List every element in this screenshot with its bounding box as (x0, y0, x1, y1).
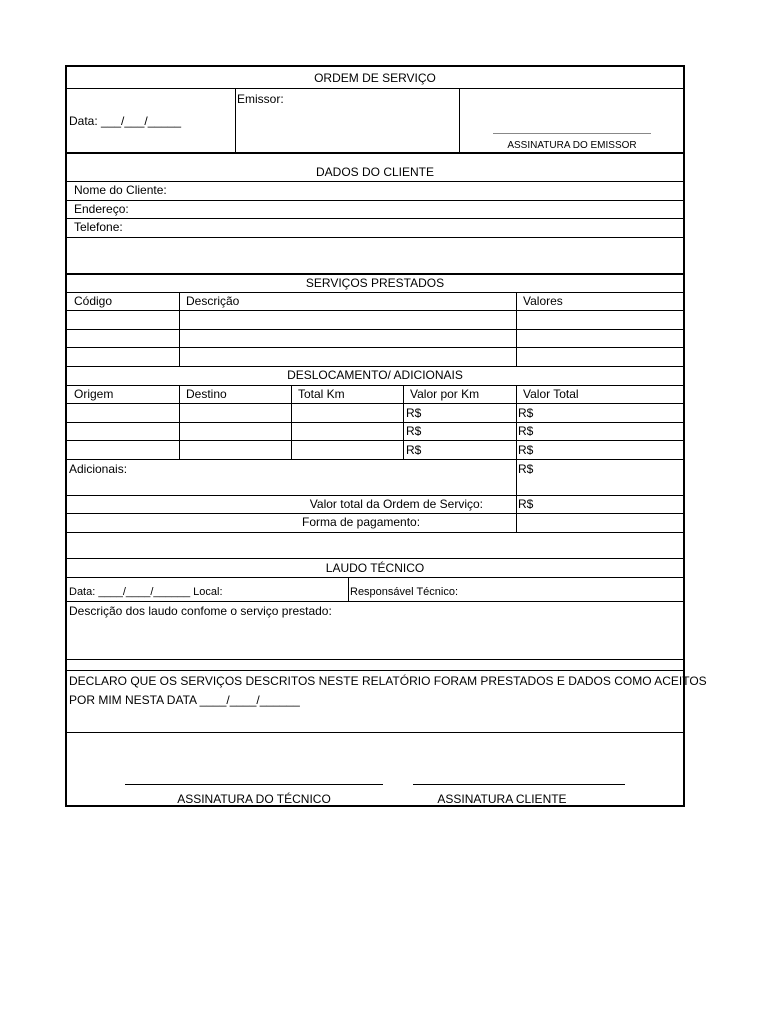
services-column-header: Código (74, 294, 113, 308)
services-section-title: SERVIÇOS PRESTADOS (305, 276, 445, 290)
travel-column-header: Total Km (298, 387, 345, 401)
payment-method-label: Forma de pagamento: (302, 515, 421, 529)
divider (67, 403, 683, 404)
divider (67, 659, 683, 660)
technician-signature-label: ASSINATURA DO TÉCNICO (177, 792, 331, 806)
divider (67, 88, 683, 89)
divider (67, 577, 683, 578)
report-section-title: LAUDO TÉCNICO (325, 561, 425, 575)
currency-label: R$ (406, 424, 422, 438)
client-address-field[interactable]: Endereço: (74, 202, 129, 216)
client-signature-label: ASSINATURA CLIENTE (437, 792, 567, 806)
emissor-signature-line (493, 133, 651, 134)
travel-column-header: Valor Total (523, 387, 579, 401)
currency-label: R$ (518, 462, 534, 476)
client-name-field[interactable]: Nome do Cliente: (74, 183, 167, 197)
divider (67, 558, 683, 559)
service-order-form (65, 65, 707, 807)
divider (291, 385, 292, 459)
divider (67, 181, 683, 182)
divider (67, 310, 683, 311)
currency-label: R$ (406, 406, 422, 420)
divider (67, 422, 683, 423)
travel-section-title: DESLOCAMENTO/ ADICIONAIS (287, 368, 463, 382)
declaration-line-1: DECLARO QUE OS SERVIÇOS DESCRITOS NESTE RELATÓRIO FORAM PRESTADOS E DADOS COMO ACEITOS (69, 674, 707, 688)
divider (67, 440, 683, 441)
divider (67, 532, 683, 533)
client-signature-line (413, 784, 625, 785)
divider (67, 218, 683, 219)
date-field[interactable]: Data: ___/___/_____ (69, 114, 182, 128)
travel-column-header: Destino (186, 387, 227, 401)
divider (67, 732, 683, 733)
form-title: ORDEM DE SERVIÇO (314, 71, 436, 85)
client-section-title: DADOS DO CLIENTE (315, 165, 435, 179)
divider (67, 601, 683, 602)
report-description-field[interactable]: Descrição dos laudo confome o serviço prestado: (69, 604, 332, 618)
report-date-local-field[interactable]: Data: ____/____/______ Local: (69, 586, 223, 598)
currency-label: R$ (518, 424, 534, 438)
divider (67, 366, 683, 367)
travel-column-header: Valor por Km (410, 387, 480, 401)
travel-column-header: Origem (74, 387, 114, 401)
emissor-field[interactable]: Emissor: (237, 92, 284, 106)
divider (516, 292, 517, 366)
divider (348, 577, 349, 601)
divider (67, 347, 683, 348)
divider (67, 329, 683, 330)
divider (403, 385, 404, 459)
divider (67, 237, 683, 238)
currency-label: R$ (518, 406, 534, 420)
divider (179, 292, 180, 366)
divider (67, 670, 683, 671)
services-column-header: Descrição (186, 294, 240, 308)
divider (67, 459, 683, 460)
divider (67, 292, 683, 293)
divider (67, 513, 683, 514)
currency-label: R$ (518, 443, 534, 457)
divider (67, 273, 683, 275)
emissor-signature-label: ASSINATURA DO EMISSOR (507, 140, 637, 151)
currency-label: R$ (406, 443, 422, 457)
technician-signature-line (125, 784, 383, 785)
client-phone-field[interactable]: Telefone: (74, 220, 123, 234)
divider (67, 152, 683, 154)
additional-field[interactable]: Adicionais: (69, 462, 128, 476)
divider (67, 385, 683, 386)
divider (179, 385, 180, 459)
responsible-technician-field[interactable]: Responsável Técnico: (350, 586, 459, 598)
divider (235, 88, 236, 152)
divider (67, 200, 683, 201)
divider (67, 495, 683, 496)
services-column-header: Valores (523, 294, 563, 308)
currency-label: R$ (518, 497, 534, 511)
order-total-label: Valor total da Ordem de Serviço: (309, 497, 483, 511)
declaration-line-2: POR MIM NESTA DATA ____/____/______ (69, 693, 300, 707)
